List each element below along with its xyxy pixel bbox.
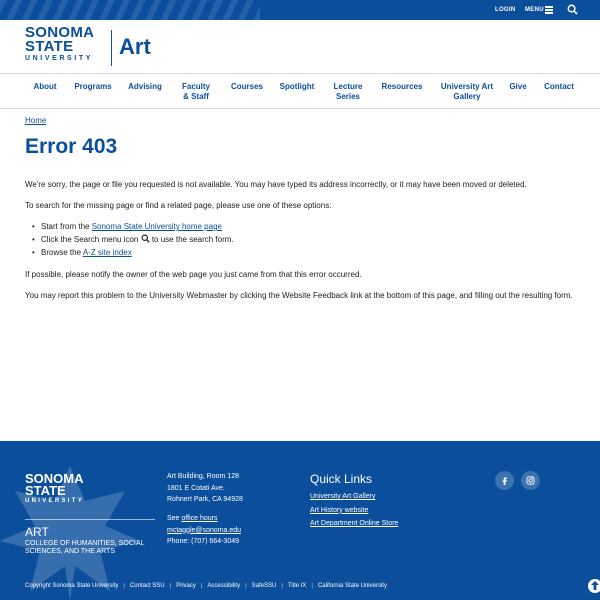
- quick-links-title: Quick Links: [310, 472, 373, 486]
- az-index-link[interactable]: A-Z site index: [82, 248, 132, 257]
- nav-item-about[interactable]: About: [33, 82, 57, 91]
- footer-department: ART: [25, 525, 49, 539]
- list-item-text: Browse the: [41, 248, 83, 257]
- nav-item-university-art-gallery[interactable]: University Art Gallery: [440, 82, 494, 101]
- separator: |: [281, 583, 283, 589]
- site-footer: [0, 441, 600, 600]
- search-instructions: To search for the missing page or find a related page, please use one of these options:: [25, 201, 332, 210]
- footer-contact: [167, 513, 241, 548]
- facebook-button[interactable]: [495, 471, 514, 490]
- hamburger-icon[interactable]: [545, 6, 553, 13]
- home-page-link[interactable]: Sonoma State University home page: [91, 222, 222, 231]
- back-to-top-button[interactable]: [588, 579, 600, 593]
- error-message: We're sorry, the page or file you requested is not available. You may have typed its address incorrectly, or it may have been moved or deleted.: [25, 180, 527, 189]
- separator: |: [245, 583, 247, 589]
- list-item: [41, 233, 234, 246]
- csu-link[interactable]: California State University: [317, 583, 387, 589]
- office-hours-link[interactable]: office hours: [181, 515, 218, 522]
- instagram-icon: [526, 476, 535, 485]
- main-navigation: [0, 75, 600, 109]
- instagram-button[interactable]: [521, 471, 540, 490]
- address-line: 1801 E Cotati Ave.: [167, 484, 225, 492]
- breadcrumb-home[interactable]: Home: [25, 116, 47, 125]
- nav-item-faculty-staff[interactable]: Faculty & Staff: [181, 82, 210, 101]
- privacy-link[interactable]: Privacy: [176, 583, 196, 589]
- nav-item-contact[interactable]: Contact: [544, 82, 574, 91]
- nav-item-programs[interactable]: Programs: [74, 82, 112, 91]
- separator: |: [123, 583, 125, 589]
- contact-ssu-link[interactable]: Contact SSU: [129, 583, 165, 589]
- nav-item-lecture-series[interactable]: Lecture Series: [333, 82, 363, 101]
- nav-item-courses[interactable]: Courses: [230, 82, 263, 91]
- phone-number: Phone: (707) 664-3049: [167, 538, 239, 545]
- site-header: [0, 20, 600, 74]
- department-title[interactable]: Art: [119, 34, 151, 59]
- email-link[interactable]: mctaggle@sonoma.edu: [167, 526, 242, 534]
- arrow-up-icon: [591, 581, 599, 590]
- accessibility-link[interactable]: Accessibility: [207, 583, 241, 589]
- nav-item-spotlight[interactable]: Spotlight: [279, 82, 315, 91]
- facebook-icon: [500, 476, 509, 485]
- footer-address: [167, 471, 243, 506]
- login-link[interactable]: LOGIN: [495, 7, 516, 13]
- quick-link-art-history[interactable]: Art History website: [310, 506, 369, 514]
- logo-line-1: SONOMA: [25, 24, 95, 41]
- footer-logo-line-3: UNIVERSITY: [25, 498, 85, 504]
- logo-line-3: UNIVERSITY: [25, 55, 94, 62]
- nav-item-resources[interactable]: Resources: [381, 82, 423, 91]
- list-item-text: Start from the: [41, 222, 92, 231]
- decorative-stripes: [0, 0, 260, 20]
- utility-bar: [0, 0, 600, 20]
- separator: |: [169, 583, 172, 589]
- search-icon[interactable]: [567, 4, 578, 15]
- quick-links: [310, 490, 398, 531]
- separator: |: [200, 583, 203, 589]
- footer-logo-line-1: SONOMA: [25, 471, 84, 486]
- safessu-link[interactable]: SafeSSU: [251, 583, 277, 589]
- footer-university-logo[interactable]: [25, 473, 84, 506]
- logo-line-2: STATE: [25, 38, 74, 55]
- list-item: [41, 246, 234, 259]
- footer-divider: [25, 519, 155, 520]
- nav-item-give[interactable]: Give: [509, 82, 527, 91]
- quick-link-gallery[interactable]: University Art Gallery: [310, 493, 376, 500]
- copyright-link[interactable]: Copyright Sonoma State University: [25, 583, 119, 589]
- list-item-text: Click the Search menu icon: [41, 235, 141, 244]
- university-logo[interactable]: [25, 26, 94, 64]
- menu-button[interactable]: MENU: [525, 7, 544, 13]
- logo-divider: [111, 30, 112, 66]
- notify-owner-text: If possible, please notify the owner of the web page you just came from that this error occurred.: [25, 270, 362, 279]
- report-problem-text: You may report this problem to the University Webmaster by clicking the Website Feedback link at the bottom of this page, and filling out the resulting form.: [25, 291, 573, 300]
- footer-college: COLLEGE OF HUMANITIES, SOCIAL SCIENCES, AND THE ARTS: [25, 540, 145, 555]
- list-item-text: to use the search form.: [149, 235, 234, 244]
- search-icon: [141, 234, 150, 243]
- title-ix-link[interactable]: Title IX: [287, 583, 307, 589]
- quick-link-store[interactable]: Art Department Online Store: [310, 520, 399, 527]
- office-hours-prefix: See: [167, 515, 182, 522]
- options-list: [41, 220, 234, 259]
- separator: |: [311, 583, 313, 589]
- footer-bottom-links: [25, 583, 387, 589]
- address-line: Art Building, Room 128: [167, 473, 239, 480]
- address-line: Rohnert Park, CA 94928: [167, 496, 243, 503]
- nav-item-advising[interactable]: Advising: [128, 82, 162, 91]
- office-hours-line: [167, 513, 241, 525]
- list-item: [41, 220, 234, 233]
- page-title: Error 403: [25, 135, 118, 158]
- footer-logo-line-2: STATE: [25, 483, 66, 498]
